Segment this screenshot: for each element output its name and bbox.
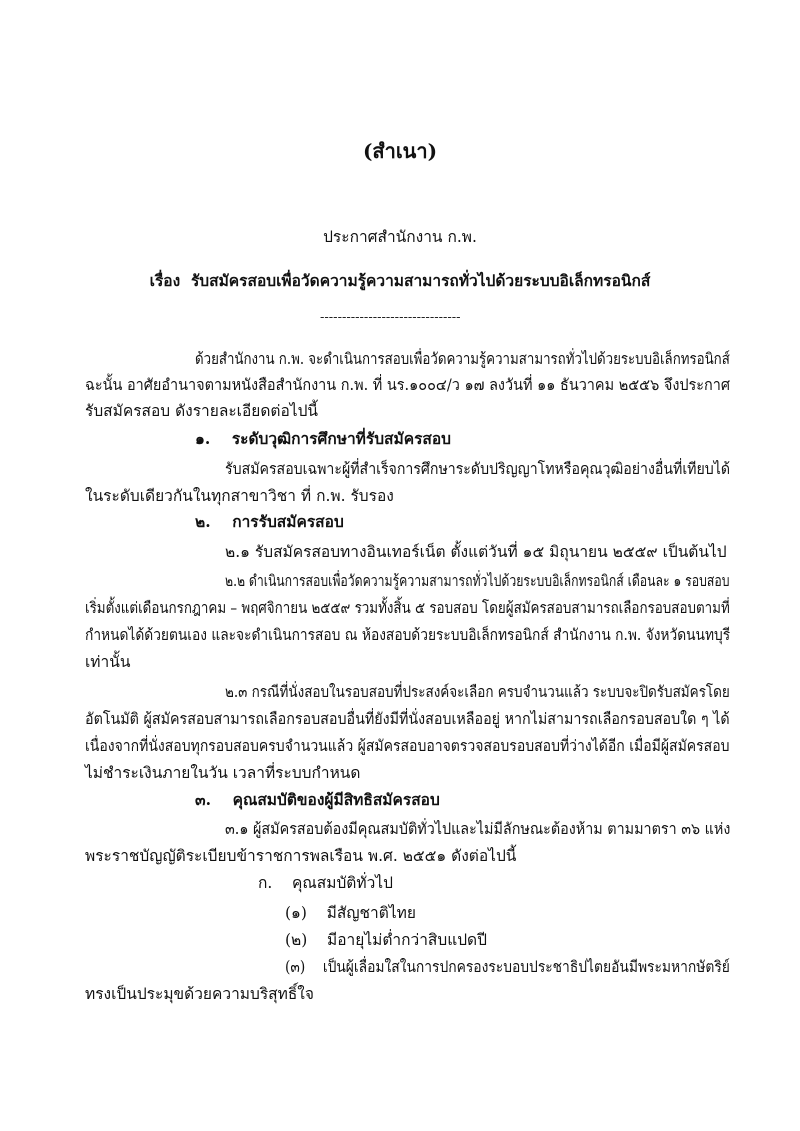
section-2-2-line-2: เริ่มตั้งแต่เดือนกรกฎาคม – พฤศจิกายน ๒๕๕๙ รวมทั้งสิ้น ๕ รอบสอบ โดยผู้สมัครสอบสามารถเลือกรอบสอบตามที่: [85, 599, 730, 617]
subject-label: เรื่อง: [149, 271, 181, 290]
section-1-line-2: ในระดับเดียวกันในทุกสาขาวิชา ที่ ก.พ. รับรอง: [85, 487, 394, 505]
copy-label: (สำเนา): [362, 139, 438, 163]
list-item-continuation: ทรงเป็นประมุขด้วยความบริสุทธิ์ใจ: [85, 985, 314, 1003]
section-2-heading: [195, 511, 344, 533]
section-3-1-line-2: พระราชบัญญัติระเบียบข้าราชการพลเรือน พ.ศ. ๒๕๕๑ ดังต่อไปนี้: [85, 847, 517, 865]
section-3-heading: [195, 789, 440, 811]
subject-text: รับสมัครสอบเพื่อวัดความรู้ความสามารถทั่วไปด้วยระบบอิเล็กทรอนิกส์: [190, 271, 651, 290]
section-2-number: ๒.: [195, 512, 211, 531]
section-3-1-line-1: ๓.๑ ผู้สมัครสอบต้องมีคุณสมบัติทั่วไปและไม่มีลักษณะต้องห้าม ตามมาตรา ๓๖ แห่ง: [225, 820, 731, 838]
section-1-number: ๑.: [195, 429, 211, 448]
section-2-title: การรับสมัครสอบ: [232, 512, 344, 531]
intro-line-1: ด้วยสำนักงาน ก.พ. จะดำเนินการสอบเพื่อวัดความรู้ความสามารถทั่วไปด้วยระบบอิเล็กทรอนิกส์: [195, 350, 730, 368]
section-2-3-line-3: เนื่องจากที่นั่งสอบทุกรอบสอบครบจำนวนแล้ว ผู้สมัครสอบอาจตรวจสอบรอบสอบที่ว่างได้อีก เมื่อมีผู้สมัครสอบ: [85, 737, 730, 755]
list-item-number: (๓): [285, 958, 306, 976]
intro-line-2: ฉะนั้น อาศัยอำนาจตามหนังสือสำนักงาน ก.พ. ที่ นร.๑๐๐๔/ว ๑๗ ลงวันที่ ๑๑ ธันวาคม ๒๕๕๖ จึงประกาศ: [85, 376, 731, 394]
sub-a-title: คุณสมบัติทั่วไป: [292, 874, 393, 892]
sub-a-number: ก.: [258, 874, 273, 892]
list-item-text: เป็นผู้เลื่อมใสในการปกครองระบอบประชาธิปไตยอันมีพระมหากษัตริย์: [322, 958, 730, 976]
sub-a: [258, 872, 393, 894]
section-2-3-line-1: ๒.๓ กรณีที่นั่งสอบในรอบสอบที่ประสงค์จะเลือก ครบจำนวนแล้ว ระบบจะปิดรับสมัครโดย: [225, 683, 730, 701]
list-item: [285, 902, 416, 924]
section-3-number: ๓.: [195, 790, 211, 809]
subject-line: [0, 270, 800, 292]
section-1-heading: [195, 428, 451, 450]
announcement-title: ประกาศสำนักงาน ก.พ.: [323, 228, 477, 246]
section-2-1: ๒.๑ รับสมัครสอบทางอินเทอร์เน็ต ตั้งแต่วันที่ ๑๕ มิถุนายน ๒๕๕๙ เป็นต้นไป: [225, 543, 727, 561]
list-item: [285, 929, 487, 951]
section-2-2-line-3: กำหนดได้ด้วยตนเอง และจะดำเนินการสอบ ณ ห้องสอบด้วยระบบอิเล็กทรอนิกส์ สำนักงาน ก.พ. จังหวัดนนทบุรี: [85, 626, 731, 644]
section-2-3-line-4: ไม่ชำระเงินภายในวัน เวลาที่ระบบกำหนด: [85, 764, 361, 782]
intro-line-3: รับสมัครสอบ ดังรายละเอียดต่อไปนี้: [85, 402, 318, 420]
section-2-2-line-1: ๒.๒ ดำเนินการสอบเพื่อวัดความรู้ความสามารถทั่วไปด้วยระบบอิเล็กทรอนิกส์ เดือนละ ๑ รอบสอบ: [225, 572, 730, 590]
list-item-text: มีอายุไม่ต่ำกว่าสิบแปดปี: [327, 931, 487, 949]
list-item-number: (๑): [285, 904, 307, 922]
list-item: [285, 956, 730, 978]
list-item-number: (๒): [285, 931, 308, 949]
section-1-line-1: รับสมัครสอบเฉพาะผู้ที่สำเร็จการศึกษาระดับปริญญาโทหรือคุณวุฒิอย่างอื่นที่เทียบได้: [225, 460, 731, 478]
separator: --------------------------------: [320, 310, 461, 325]
list-item-text: มีสัญชาติไทย: [326, 904, 416, 922]
section-3-title: คุณสมบัติของผู้มีสิทธิสมัครสอบ: [232, 790, 440, 809]
section-2-2-line-4: เท่านั้น: [85, 653, 131, 671]
section-1-title: ระดับวุฒิการศึกษาที่รับสมัครสอบ: [231, 429, 452, 448]
section-2-3-line-2: อัตโนมัติ ผู้สมัครสอบสามารถเลือกรอบสอบอื่นที่ยังมีที่นั่งสอบเหลืออยู่ หากไม่สามารถเลือกรอบสอบใด ๆ ได้: [85, 710, 730, 728]
